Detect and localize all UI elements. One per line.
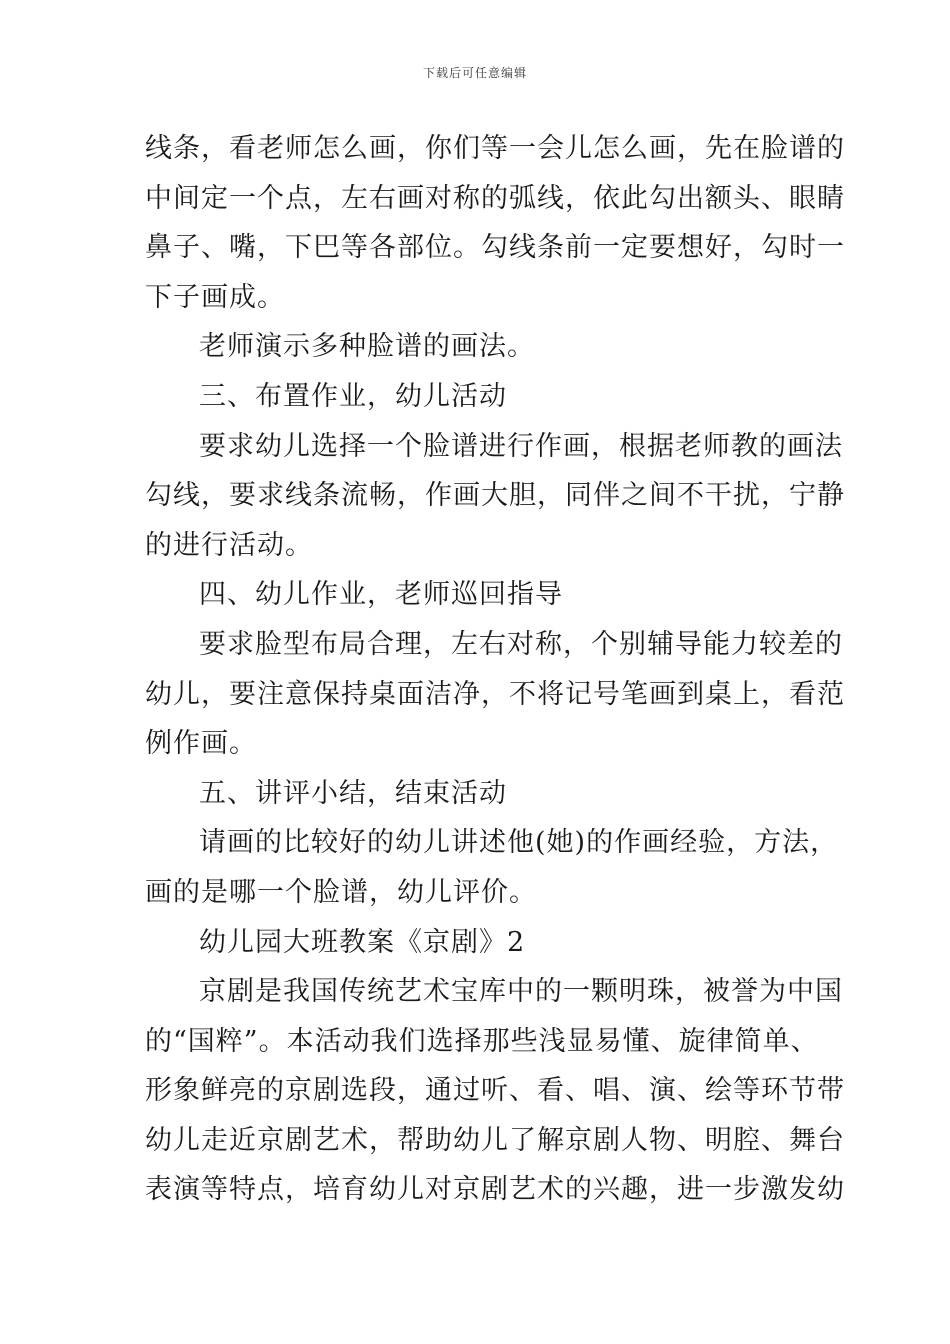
text-line: 线条，看老师怎么画，你们等一会儿怎么画，先在脸谱的 bbox=[145, 133, 845, 164]
text-line: 画的是哪一个脸谱，幼儿评价。 bbox=[145, 876, 537, 908]
paragraph bbox=[145, 620, 845, 769]
text-line: 幼儿园大班教案《京剧》2 bbox=[199, 926, 526, 958]
text-line: 的进行活动。 bbox=[145, 529, 313, 561]
paragraph bbox=[145, 422, 845, 571]
text-line: 下子画成。 bbox=[145, 281, 285, 313]
text-line: 三、布置作业，幼儿活动 bbox=[199, 380, 507, 412]
paragraph bbox=[145, 372, 807, 422]
text-line: 要求幼儿选择一个脸谱进行作画，根据老师教的画法 bbox=[199, 430, 843, 462]
text-line: 四、幼儿作业，老师巡回指导 bbox=[199, 579, 563, 611]
text-line: 中间定一个点，左右画对称的弧线，依此勾出额头、眼睛 bbox=[145, 182, 845, 214]
paragraph bbox=[145, 570, 807, 620]
text-line: 请画的比较好的幼儿讲述他(她)的作画经验，方法， bbox=[199, 827, 839, 859]
paragraph bbox=[145, 322, 807, 372]
paragraph bbox=[145, 769, 807, 819]
text-line: 要求脸型布局合理，左右对称，个别辅导能力较差的 bbox=[199, 628, 843, 660]
text-line: 鼻子、嘴，下巴等各部位。勾线条前一定要想好，勾时一 bbox=[145, 232, 845, 264]
text-line: 形象鲜亮的京剧选段，通过听、看、唱、演、绘等环节带 bbox=[145, 1075, 845, 1107]
text-line: 幼儿走近京剧艺术，帮助幼儿了解京剧人物、明腔、舞台 bbox=[145, 1124, 845, 1156]
document-body bbox=[145, 124, 845, 1215]
text-line: 五、讲评小结，结束活动 bbox=[199, 777, 507, 809]
text-line: 老师演示多种脸谱的画法。 bbox=[199, 331, 535, 363]
text-line: 京剧是我国传统艺术宝库中的一颗明珠，被誉为中国 bbox=[199, 976, 843, 1008]
paragraph bbox=[145, 918, 807, 968]
text-line: 表演等特点，培育幼儿对京剧艺术的兴趣，进一步激发幼 bbox=[145, 1174, 845, 1206]
text-line: 的“国粹”。本活动我们选择那些浅显易懂、旋律简单、 bbox=[145, 1025, 819, 1057]
text-line: 例作画。 bbox=[145, 728, 257, 760]
text-line: 幼儿，要注意保持桌面洁净，不将记号笔画到桌上，看范 bbox=[145, 678, 845, 710]
page-header: 下载后可任意编辑 bbox=[422, 66, 527, 80]
text-line: 勾线，要求线条流畅，作画大胆，同伴之间不干扰，宁静 bbox=[145, 480, 845, 512]
paragraph bbox=[145, 818, 839, 917]
paragraph bbox=[145, 967, 845, 1215]
paragraph bbox=[145, 124, 845, 322]
